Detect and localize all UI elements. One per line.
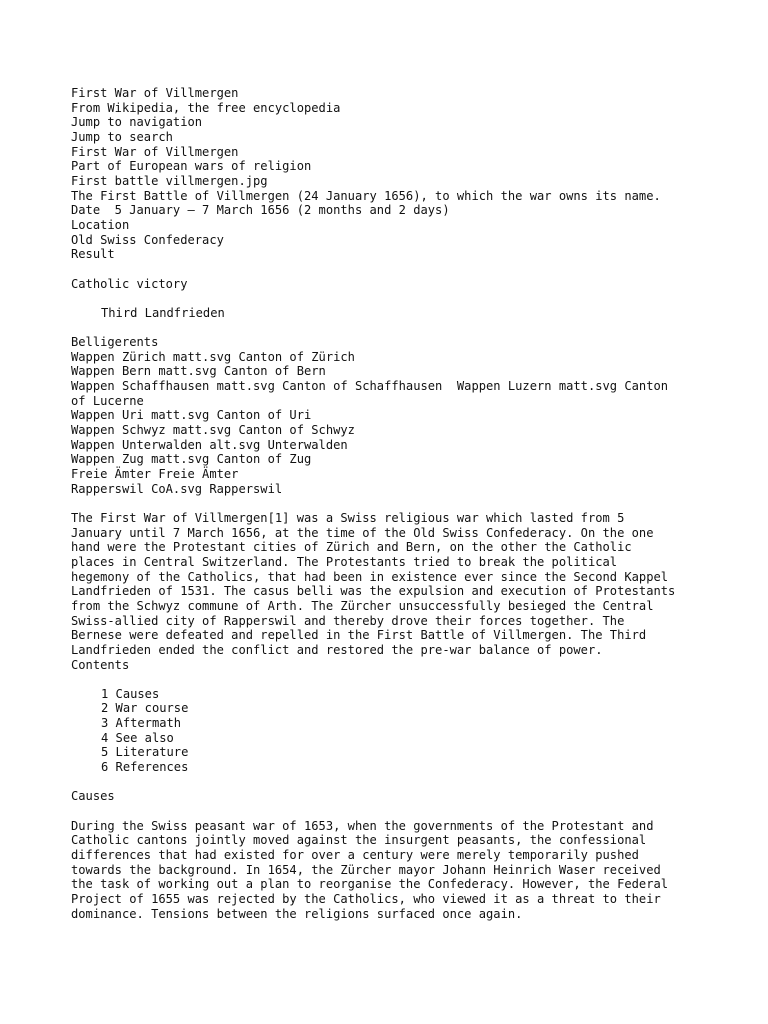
infobox-title: First War of Villmergen xyxy=(71,144,239,159)
contents-heading: Contents xyxy=(71,657,130,672)
intro-line: hand were the Protestant cities of Zürich and Bern, on the other the Catholic xyxy=(71,540,632,555)
causes-line: During the Swiss peasant war of 1653, when the governments of the Protestant and xyxy=(71,818,654,833)
intro-line: hegemony of the Catholics, that had been in existence ever since the Second Kappel xyxy=(71,569,669,584)
blank-line xyxy=(71,291,711,306)
intro-line: The First War of Villmergen[1] was a Swiss religious war which lasted from 5 xyxy=(71,510,625,525)
infobox-result-label: Result xyxy=(71,247,115,262)
toc-item-see-also[interactable]: 4 See also xyxy=(101,730,174,745)
infobox-image-filename[interactable]: First battle villmergen.jpg xyxy=(71,173,268,188)
infobox-location-value: Old Swiss Confederacy xyxy=(71,232,224,247)
blank-line xyxy=(71,804,711,819)
toc-item-causes[interactable]: 1 Causes xyxy=(101,686,160,701)
causes-line: Catholic cantons jointly moved against the insurgent peasants, the confessional xyxy=(71,833,647,848)
belligerent-line: Wappen Unterwalden alt.svg Unterwalden xyxy=(71,437,348,452)
infobox-date: Date 5 January – 7 March 1656 (2 months and 2 days) xyxy=(71,203,450,218)
intro-line: Landfrieden ended the conflict and restored the pre-war balance of power. xyxy=(71,642,603,657)
causes-paragraph xyxy=(71,819,711,922)
blank-line xyxy=(71,320,711,335)
causes-line: the task of working out a plan to reorganise the Confederacy. However, the Federal xyxy=(71,877,669,892)
infobox-caption: The First Battle of Villmergen (24 January 1656), to which the war owns its name. xyxy=(71,188,661,203)
belligerent-line: Wappen Zürich matt.svg Canton of Zürich xyxy=(71,349,355,364)
toc-item-literature[interactable]: 5 Literature xyxy=(101,745,189,760)
page-title: First War of Villmergen xyxy=(71,86,239,100)
infobox-result-detail: Third Landfrieden xyxy=(101,305,225,320)
section-heading-causes: Causes xyxy=(71,789,115,804)
infobox-result-value: Catholic victory xyxy=(71,276,188,291)
intro-line: from the Schwyz commune of Arth. The Zürcher unsuccessfully besieged the Central xyxy=(71,598,654,613)
belligerent-line: Wappen Zug matt.svg Canton of Zug xyxy=(71,452,312,467)
belligerent-line: Wappen Uri matt.svg Canton of Uri xyxy=(71,408,312,423)
intro-line: January until 7 March 1656, at the time of the Old Swiss Confederacy. On the one xyxy=(71,525,654,540)
jump-to-navigation-link[interactable]: Jump to navigation xyxy=(71,115,203,130)
intro-paragraph xyxy=(71,511,711,658)
belligerent-line: of Lucerne xyxy=(71,393,144,408)
causes-line: dominance. Tensions between the religions surfaced once again. xyxy=(71,906,523,921)
toc-item-war-course[interactable]: 2 War course xyxy=(101,701,189,716)
belligerent-line: Wappen Schaffhausen matt.svg Canton of Schaffhausen Wappen Luzern matt.svg Canton xyxy=(71,379,669,394)
belligerent-line: Rapperswil CoA.svg Rapperswil xyxy=(71,481,283,496)
toc-item-aftermath[interactable]: 3 Aftermath xyxy=(101,716,182,731)
belligerent-line: Wappen Schwyz matt.svg Canton of Schwyz xyxy=(71,423,355,438)
belligerent-line: Freie Ämter Freie Ämter xyxy=(71,467,239,482)
causes-line: differences that had existed for over a century were merely temporarily pushed xyxy=(71,848,639,863)
infobox-part-of: Part of European wars of religion xyxy=(71,159,312,174)
intro-line: Landfrieden of 1531. The casus belli was the expulsion and execution of Protestants xyxy=(71,584,676,599)
blank-line xyxy=(71,262,711,277)
jump-to-search-link[interactable]: Jump to search xyxy=(71,129,173,144)
intro-line: places in Central Switzerland. The Protestants tried to break the political xyxy=(71,554,618,569)
site-tagline: From Wikipedia, the free encyclopedia xyxy=(71,100,341,115)
blank-line xyxy=(71,775,711,790)
intro-line: Swiss-allied city of Rapperswil and thereby drove their forces together. The xyxy=(71,613,625,628)
document-page xyxy=(71,86,711,921)
causes-line: Project of 1655 was rejected by the Catholics, who viewed it as a threat to their xyxy=(71,891,661,906)
infobox-location-label: Location xyxy=(71,217,130,232)
toc-item-references[interactable]: 6 References xyxy=(101,760,189,775)
intro-line: Bernese were defeated and repelled in the First Battle of Villmergen. The Third xyxy=(71,628,647,643)
belligerent-line: Wappen Bern matt.svg Canton of Bern xyxy=(71,364,326,379)
causes-line: towards the background. In 1654, the Zürcher mayor Johann Heinrich Waser received xyxy=(71,862,661,877)
blank-line xyxy=(71,672,711,687)
belligerents-label: Belligerents xyxy=(71,335,159,350)
blank-line xyxy=(71,496,711,511)
